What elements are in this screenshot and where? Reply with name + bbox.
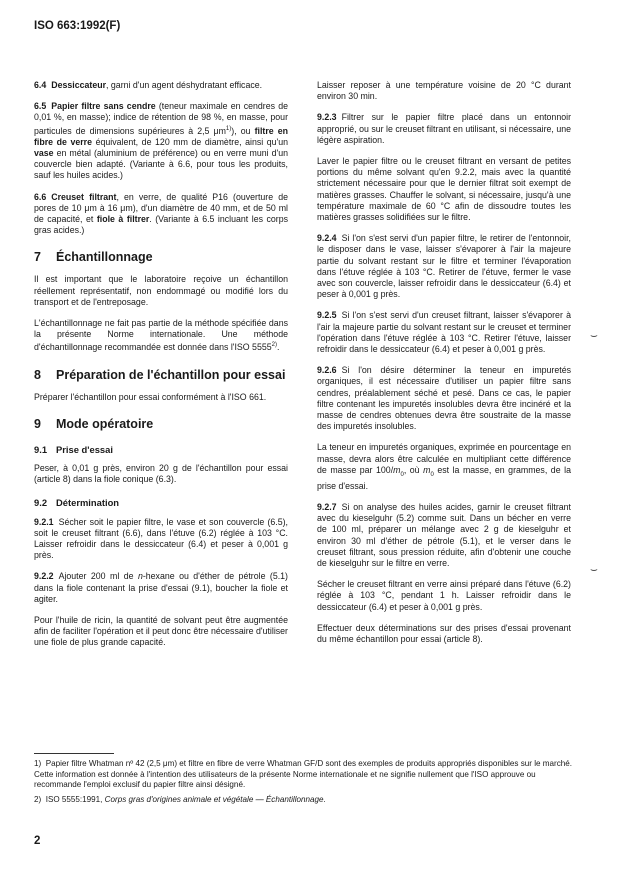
item-number: 9.2.3 [317, 112, 337, 123]
section-number: 8 [34, 367, 41, 382]
paragraph-text: L'échantillonnage ne fait pas partie de la méthode spécifiée dans la présente Norme internationale. Une méthode d'échantillonnage recommandée est donnée dans l'ISO 5555 [34, 317, 288, 353]
page-header-standard-id: ISO 663:1992(F) [34, 20, 121, 32]
paragraph-secher: Sécher le creuset filtrant en verre ainsi préparé dans l'étuve (6.2) réglée à 103 °C, pendant 1 h. Laisser refroidir dans le dessiccateur (6.4) et peser à 0,001 g près. [317, 579, 571, 612]
item-number: 9.2.5 [317, 310, 337, 321]
item-text: Sécher soit le papier filtre, le vase et son couvercle (6.5), soit le creuset filtrant (6.6), dans l'étuve (6.2) réglée à 103 °C. Laisser refroidir dans le dessiccateur (6.4) et peser à 0,001 g près. [34, 516, 288, 561]
subsection-heading-9-1 [34, 444, 288, 455]
math-symbol: m [393, 464, 401, 475]
section-7-paragraph [34, 318, 288, 354]
item-9-2-5 [317, 310, 571, 355]
item-text: . (Variante à 6.5 incluant les corps gras acides.) [34, 213, 288, 236]
paragraph-laver: Laver le papier filtre ou le creuset filtrant en versant de petites portions du même solvant qu'en 9.2.2, mais avec la quantité strictement nécessaire pour que le dernier filtrat soit exempt de matières grasses. Chauffer le solvant, si nécessaire, jusqu'à une température maximale de 60 °C afin de dissoudre toutes les matières grasses solidifiées sur le filtre. [317, 156, 571, 223]
section-7-paragraph: Il est important que le laboratoire reçoive un échantillon réellement représentatif, non endommagé ou modifié lors du transport et de l'entreposage. [34, 274, 288, 307]
subsection-title: Détermination [56, 497, 120, 509]
paragraph-effectuer: Effectuer deux déterminations sur des prises d'essai provenant du même échantillon pour essai (article 8). [317, 622, 571, 645]
item-number: 9.2.6 [317, 365, 337, 376]
section-heading-7 [34, 250, 288, 265]
paragraph-laisser-reposer: Laisser reposer à une température voisine de 20 °C durant environ 30 min. [317, 80, 571, 102]
section-title: Échantillonnage [56, 250, 153, 265]
item-text: équivalent, de 120 mm de diamètre, ainsi qu'un [92, 136, 289, 147]
margin-mark-icon: ⌣ [590, 328, 598, 342]
item-6-6 [34, 192, 288, 237]
item-text: Ajouter 200 ml de [58, 571, 138, 582]
item-9-2-4 [317, 233, 571, 300]
item-number: 9.2.2 [34, 571, 54, 582]
footnote-ref[interactable]: 1) [225, 125, 232, 132]
item-number: 6.5 [34, 101, 47, 112]
footnote-divider [34, 753, 114, 754]
margin-mark-icon: ⌣ [590, 562, 598, 576]
math-subscript: 0 [400, 471, 404, 478]
item-italic: n [137, 571, 143, 582]
section-title: Préparation de l'échantillon pour essai [56, 367, 286, 382]
footnote-text: ISO 5555:1991, [45, 794, 105, 804]
page-number: 2 [34, 835, 41, 847]
item-text: -hexane ou d'éther de pétrole (5.1) dans la fiole contenant la prise d'essai (9.1), boucher la fiole et agiter. [34, 571, 288, 604]
section-9-1-paragraph: Peser, à 0,01 g près, environ 20 g de l'échantillon pour essai (article 8) dans la fiole conique (6.3). [34, 462, 288, 485]
math-subscript: 0 [430, 471, 434, 478]
item-text: Si l'on désire déterminer la teneur en impuretés organiques, il est nécessaire d'utiliser un papier filtre sans cendres, préalablement séché et pesé. Dans ce cas, le papier filtre contenant les impuretés insolubles devra être incinéré et la masse de cendres obtenues devra être soustraite de la masse des impuretés insolubles. [317, 365, 571, 432]
item-bold-term: fiole à filtrer [96, 213, 150, 224]
item-text: Si l'on s'est servi d'un papier filtre, le retirer de l'entonnoir, le disposer dans le vase, laisser s'évaporer à l'air la majeure partie du solvant restant sur le filtre et terminer l'évaporation dans l'étuve réglée à 103 °C. Retirer de l'étuve, fermer le vase avec son couvercle, laisser refroidir dans le dessiccateur (6.4) et peser à 0,001 g près. [317, 233, 571, 300]
footnote-number: 2) [34, 794, 42, 804]
item-bold-term: filtre en fibre de verre [34, 125, 289, 147]
section-heading-9 [34, 417, 288, 432]
item-9-2-1 [34, 517, 288, 562]
item-number: 9.2.4 [317, 233, 337, 244]
item-9-2-3 [317, 112, 571, 146]
item-title: Dessiccateur [51, 80, 107, 90]
item-9-2-6 [317, 365, 571, 432]
section-title: Mode opératoire [56, 416, 154, 431]
item-number: 6.4 [34, 80, 47, 90]
subsection-number: 9.2 [34, 497, 48, 509]
item-6-4 [34, 80, 288, 91]
item-9-2-7 [317, 502, 571, 569]
item-text: Si l'on s'est servi d'un creuset filtrant, laisser s'évaporer à l'air la majeure partie du solvant restant sur le creuset et terminer l'opération dans l'étuve réglée à 103 °C. Retirer l'étuve, laisser refroidir dans le dessiccateur (6.4) et peser à 0,001 g près. [317, 310, 571, 355]
item-text: Filtrer sur le papier filtre placé dans un entonnoir approprié, ou sur le creuset filtrant en utilisant, si nécessaire, une légère aspiration. [317, 112, 571, 145]
item-text: Si on analyse des huiles acides, garnir le creuset filtrant avec du kieselguhr (5.2) comme suit. Dans un bécher en verre de 100 ml, préparer un mélange avec 2 g de kieselguhr et environ 30 ml d'éther de pétrole (5.1), et le verser dans le creuset filtrant, sous pression réduite, afin d'obtenir une couche de kieselguhr sur le filtre en verre. [317, 502, 571, 569]
paragraph-text: , où [403, 464, 424, 475]
item-text: , en verre, de qualité P16 (ouverture de pores de 10 μm à 16 μm), d'un diamètre de 40 mm, et de 50 ml de capacité, et [34, 191, 288, 224]
item-number: 6.6 [34, 191, 47, 202]
section-heading-8 [34, 368, 288, 383]
footnote-italic: Corps gras d'origines animale et végétale — Échantillonnage [104, 794, 324, 804]
footnote-number: 1) [34, 759, 42, 768]
paragraph-ricin: Pour l'huile de ricin, la quantité de solvant peut être augmentée afin de faciliter l'opération et il peut donc être nécessaire d'utiliser une fiole de plus grande capacité. [34, 614, 288, 648]
paragraph-text: La teneur en impuretés organiques, exprimée en pourcentage en masse, devra alors être calculée en multipliant cette différence de masse par 100/ [317, 442, 571, 475]
subsection-number: 9.1 [34, 443, 48, 455]
section-number: 7 [34, 250, 41, 265]
footnote-1 [34, 759, 585, 791]
item-text: ), ou [231, 125, 255, 136]
left-column [34, 80, 288, 659]
section-number: 9 [34, 416, 41, 431]
paragraph-teneur [317, 442, 571, 492]
subsection-heading-9-2 [34, 497, 288, 508]
paragraph-text: . [276, 342, 280, 353]
subsection-title: Prise d'essai [56, 443, 113, 455]
footnotes [34, 759, 585, 809]
footnote-text: Papier filtre Whatman nº 42 (2,5 μm) et filtre en fibre de verre Whatman GF/D sont des exemples de produits appropriés disponibles sur le marché. Cette information est donnée à l'intention des utilisateurs de la présente Norme internationale et ne signifie nullement que l'ISO approuve ou recommande l'emploi exclusif du papier filtre ainsi désigné. [34, 759, 573, 790]
item-number: 9.2.7 [317, 502, 337, 513]
item-text: en métal (aluminium de préférence) ou en verre muni d'un couvercle bien adapté. (Variante à 6.6, pour tous les produits, sauf les huiles acides.) [34, 147, 288, 181]
item-text: (teneur maximale en cendres de 0,01 %, en masse); indice de rétention de 98 %, en masse, pour particules de dimensions supérieures à 2,5 μm [34, 101, 289, 136]
item-bold-term: vase [34, 147, 54, 158]
item-number: 9.2.1 [34, 516, 54, 527]
item-title: Creuset filtrant [51, 191, 117, 202]
item-text: , garni d'un agent déshydratant efficace. [106, 80, 263, 90]
footnote-text: . [323, 794, 326, 804]
paragraph-text: est la masse, en grammes, de la prise d'essai. [317, 464, 571, 491]
footnote-2 [34, 795, 585, 806]
item-9-2-2 [34, 571, 288, 605]
right-column [317, 80, 571, 655]
section-8-paragraph: Préparer l'échantillon pour essai conformément à l'ISO 661. [34, 391, 267, 402]
math-symbol: m [423, 464, 431, 475]
item-6-5 [34, 101, 288, 181]
footnote-ref[interactable]: 2) [271, 342, 277, 349]
item-title: Papier filtre sans cendre [51, 101, 156, 112]
